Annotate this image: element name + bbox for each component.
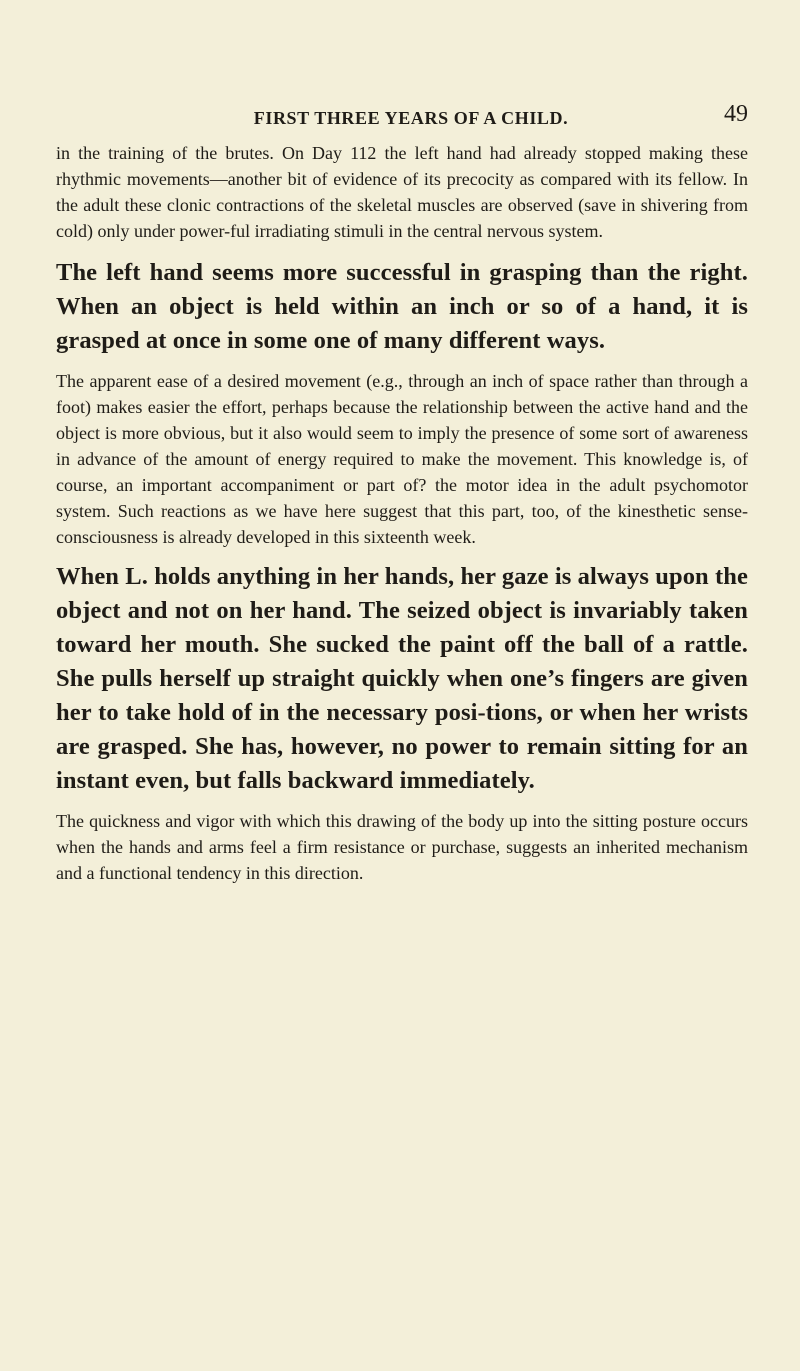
paragraph-movement-ease: The apparent ease of a desired movement (e.g., through an inch of space rather than through a foot) makes easier the effort, perhaps because the relationship between the active hand and the object is more obvious, but it also would seem to imply the presence of some sort of awareness in advance of the amount of energy required to make the movement. This knowledge is, of course, an important accompaniment or part of? the motor idea in the adult psychomotor system. Such reactions as we have here suggest that this part, too, of the kinesthetic sense-consciousness is already developed in this sixteenth week.	[56, 371, 748, 547]
paragraph-brutes-training: in the training of the brutes. On Day 112 the left hand had already stopped making these rhythmic movements—another bit of evidence of its precocity as compared with its fellow. In the adult these clonic contractions of the skeletal muscles are observed (save in shivering from cold) only under power-ful irradiating stimuli in the central nervous system.	[56, 143, 748, 241]
page-header	[56, 84, 748, 132]
paragraph-sitting-posture: The quickness and vigor with which this drawing of the body up into the sitting posture occurs when the hands and arms feel a firm resistance or purchase, suggests an inherited mechanism and a functional tendency in this direction.	[56, 811, 748, 883]
running-title: FIRST THREE YEARS OF A CHILD.	[253, 108, 569, 128]
page-number: 49	[724, 101, 748, 127]
paragraph-gaze-object: When L. holds anything in her hands, her gaze is always upon the object and not on her hand. The seized object is invariably taken toward her mouth. She sucked the paint off the ball of a rattle. She pulls herself up straight quickly when one’s fingers are given her to take hold of in the necessary posi-tions, or when her wrists are grasped. She has, however, no power to remain sitting for an instant even, but falls backward immediately.	[56, 563, 748, 794]
paragraph-left-hand-grasping: The left hand seems more successful in grasping than the right. When an object is held within an inch or so of a hand, it is grasped at once in some one of many different ways.	[56, 259, 748, 354]
